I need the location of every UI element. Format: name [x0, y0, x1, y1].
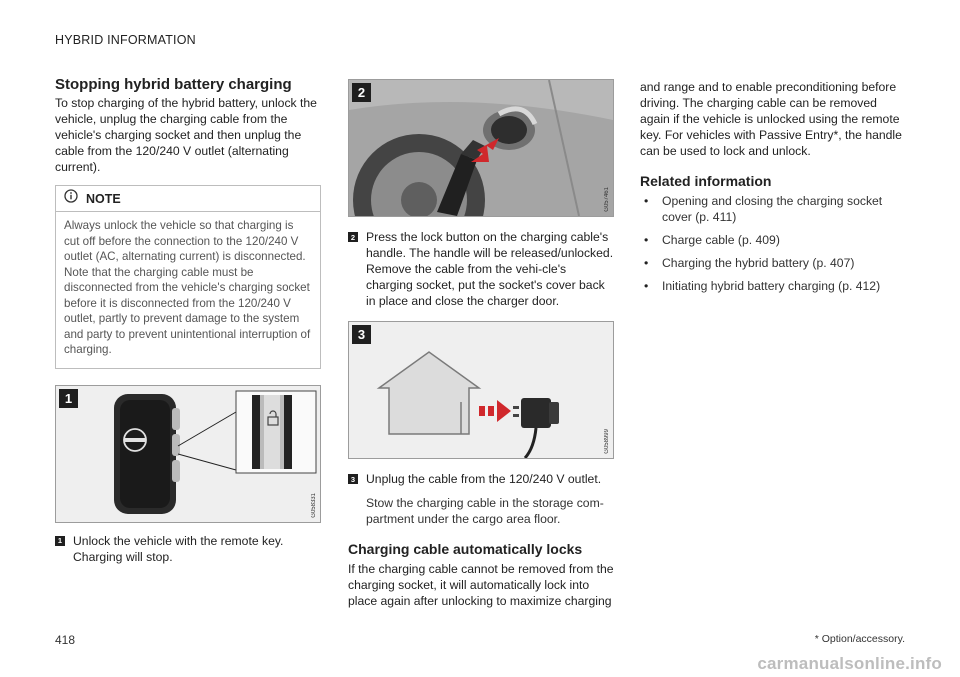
info-icon [64, 189, 78, 208]
section-heading-stopping-charging: Stopping hybrid battery charging [55, 76, 292, 93]
related-link[interactable]: • Charging the hybrid battery (p. 407) [640, 255, 906, 271]
column-left [55, 76, 321, 565]
note-body: Always unlock the vehicle so that charging is cut off before the connection to the 120/240 V outlet (AC, alternating current) is disconnected. Note that the charging cable must be disconnected from the vehicle's charging socket before it is disconnected from the 120/240 V outlet, partly to prevent damage to the system and party to prevent unintentional interruption of charging. [64, 219, 311, 356]
related-link[interactable]: • Charge cable (p. 409) [640, 232, 906, 248]
figure-charging-socket [348, 79, 614, 217]
footnote: * Option/accessory. [814, 633, 905, 645]
section-heading-related-info: Related information [640, 173, 772, 189]
column-right [640, 79, 906, 301]
step-3 [348, 471, 614, 487]
step-text: Press the lock button on the charging cable's handle. The handle will be released/unlocked. Remove the cable from the vehi-cle's charging socket, put the socket's cover back in place and close the charger door. [366, 230, 614, 308]
charging-socket-illustration [349, 80, 613, 216]
figure-wall-outlet [348, 321, 614, 459]
step-number: 2 [348, 232, 358, 242]
figure-code: G058999 [604, 429, 610, 454]
page-number: 418 [55, 633, 76, 647]
figure-number: 1 [59, 389, 78, 408]
step-2 [348, 229, 614, 309]
step-3-subtext: Stow the charging cable in the storage com-partment under the cargo area floor. [366, 496, 604, 526]
step-1 [55, 533, 321, 565]
column-middle [348, 79, 614, 609]
section-heading-cable-locks: Charging cable automatically locks [348, 541, 583, 557]
page-header: HYBRID INFORMATION [55, 33, 196, 47]
figure-number: 3 [352, 325, 371, 344]
intro-paragraph: To stop charging of the hybrid battery, unlock the vehicle, unplug the charging cable from the vehicle's charging socket and then unplug the cable from the 120/240 V outlet (alternating current). [55, 96, 317, 174]
continued-paragraph: and range and to enable preconditioning before driving. The charging cable can be removed again if the vehicle is unlocked using the remote key. For vehicles with Passive Entry*, the handle can be used to lock and unlock. [640, 80, 902, 158]
figure-code: G058331 [311, 492, 317, 518]
related-link[interactable]: • Initiating hybrid battery charging (p. 412) [640, 278, 906, 294]
cable-locks-paragraph: If the charging cable cannot be removed from the charging socket, it will automatically lock into place again after unlocking to maximize charging [348, 562, 614, 608]
step-text: Unlock the vehicle with the remote key. Charging will stop. [73, 533, 284, 564]
related-link[interactable]: • Opening and closing the charging socket cover (p. 411) [640, 193, 906, 225]
figure-remote-key [55, 385, 321, 523]
remote-key-illustration [56, 386, 320, 522]
wall-outlet-illustration [349, 322, 613, 458]
step-text: Unplug the cable from the 120/240 V outlet. [366, 472, 602, 486]
figure-code: G057461 [604, 187, 610, 212]
note-box [55, 185, 321, 369]
figure-number: 2 [352, 83, 371, 102]
step-number: 1 [55, 536, 65, 546]
watermark: carmanualsonline.info [757, 654, 942, 673]
related-links-list [640, 193, 906, 294]
note-title: NOTE [86, 191, 121, 206]
note-header [56, 186, 320, 212]
step-number: 3 [348, 474, 358, 484]
